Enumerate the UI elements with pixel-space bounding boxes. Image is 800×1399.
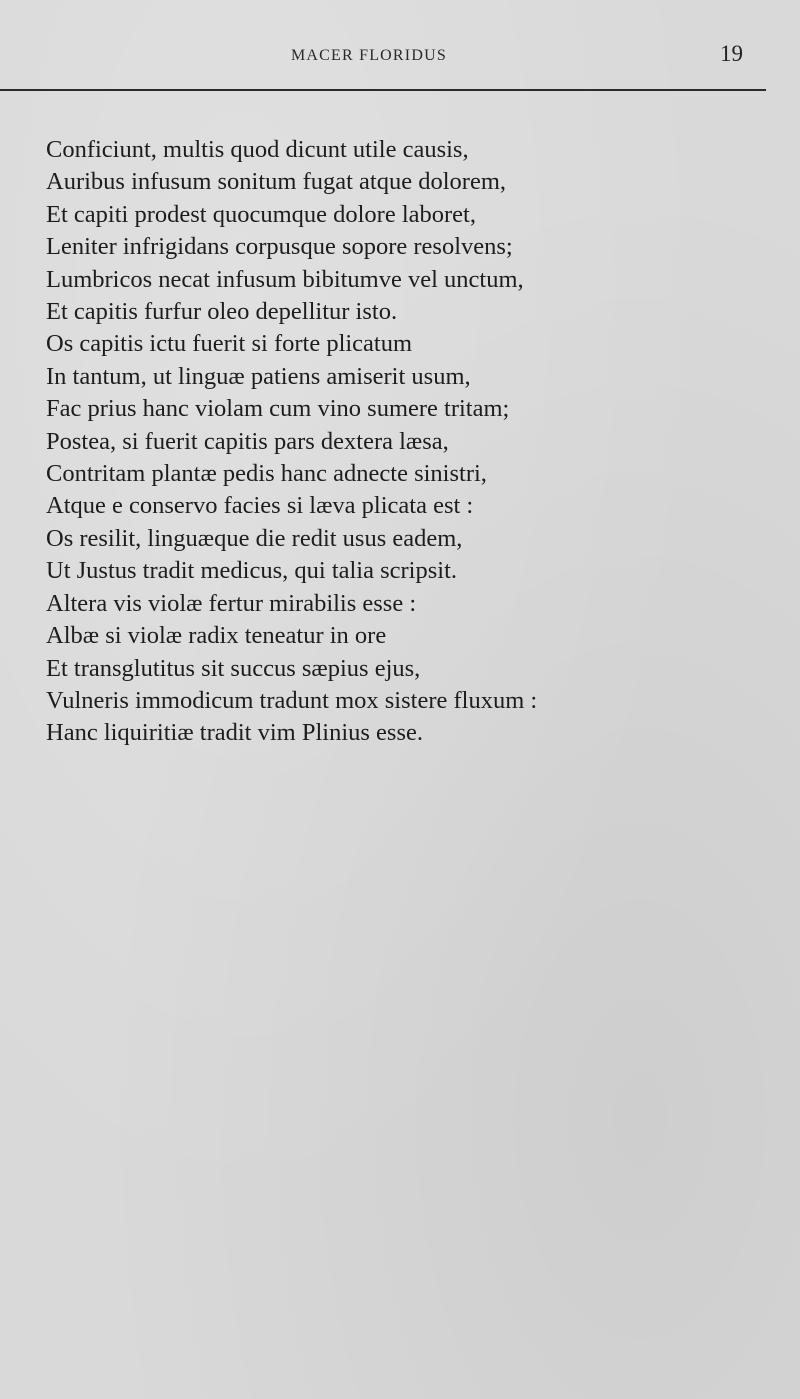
poem-line: Leniter infrigidans corpusque sopore resolvens; (46, 233, 513, 261)
poem-line: Et capitis furfur oleo depellitur isto. (46, 298, 398, 326)
poem-line: Albæ si violæ radix teneatur in ore (46, 622, 387, 650)
poem-line: Os capitis ictu fuerit si forte plicatum (46, 330, 413, 358)
poem-line: Contritam plantæ pedis hanc adnecte sinistri, (46, 460, 487, 488)
page-number: 19 (720, 41, 743, 66)
poem-line: Os resilit, linguæque die redit usus eadem, (46, 524, 463, 552)
poem-line: Altera vis violæ fertur mirabilis esse : (46, 589, 417, 617)
poem-line: In tantum, ut linguæ patiens amiserit usum, (46, 362, 471, 390)
header-rule (0, 89, 766, 91)
running-title: MACER FLORIDUS (291, 47, 447, 64)
poem-line: Hanc liquiritiæ tradit vim Plinius esse. (46, 719, 423, 747)
poem-line: Lumbricos necat infusum bibitumve vel unctum, (46, 265, 524, 293)
poem-text (46, 134, 766, 750)
poem-line: Conficiunt, multis quod dicunt utile causis, (46, 136, 469, 163)
poem-line: Ut Justus tradit medicus, qui talia scripsit. (46, 557, 458, 585)
page-header (0, 0, 800, 92)
poem-line: Postea, si fuerit capitis pars dextera læsa, (46, 427, 449, 455)
poem-line: Vulneris immodicum tradunt mox sistere fluxum : (46, 686, 538, 714)
poem-line: Et capiti prodest quocumque dolore laboret, (46, 200, 476, 228)
poem-line: Fac prius hanc violam cum vino sumere tritam; (46, 395, 510, 423)
poem-line: Auribus infusum sonitum fugat atque dolorem, (46, 168, 506, 196)
poem-line: Atque e conservo facies si læva plicata est : (46, 492, 474, 520)
poem-line: Et transglutitus sit succus sæpius ejus, (46, 654, 421, 682)
